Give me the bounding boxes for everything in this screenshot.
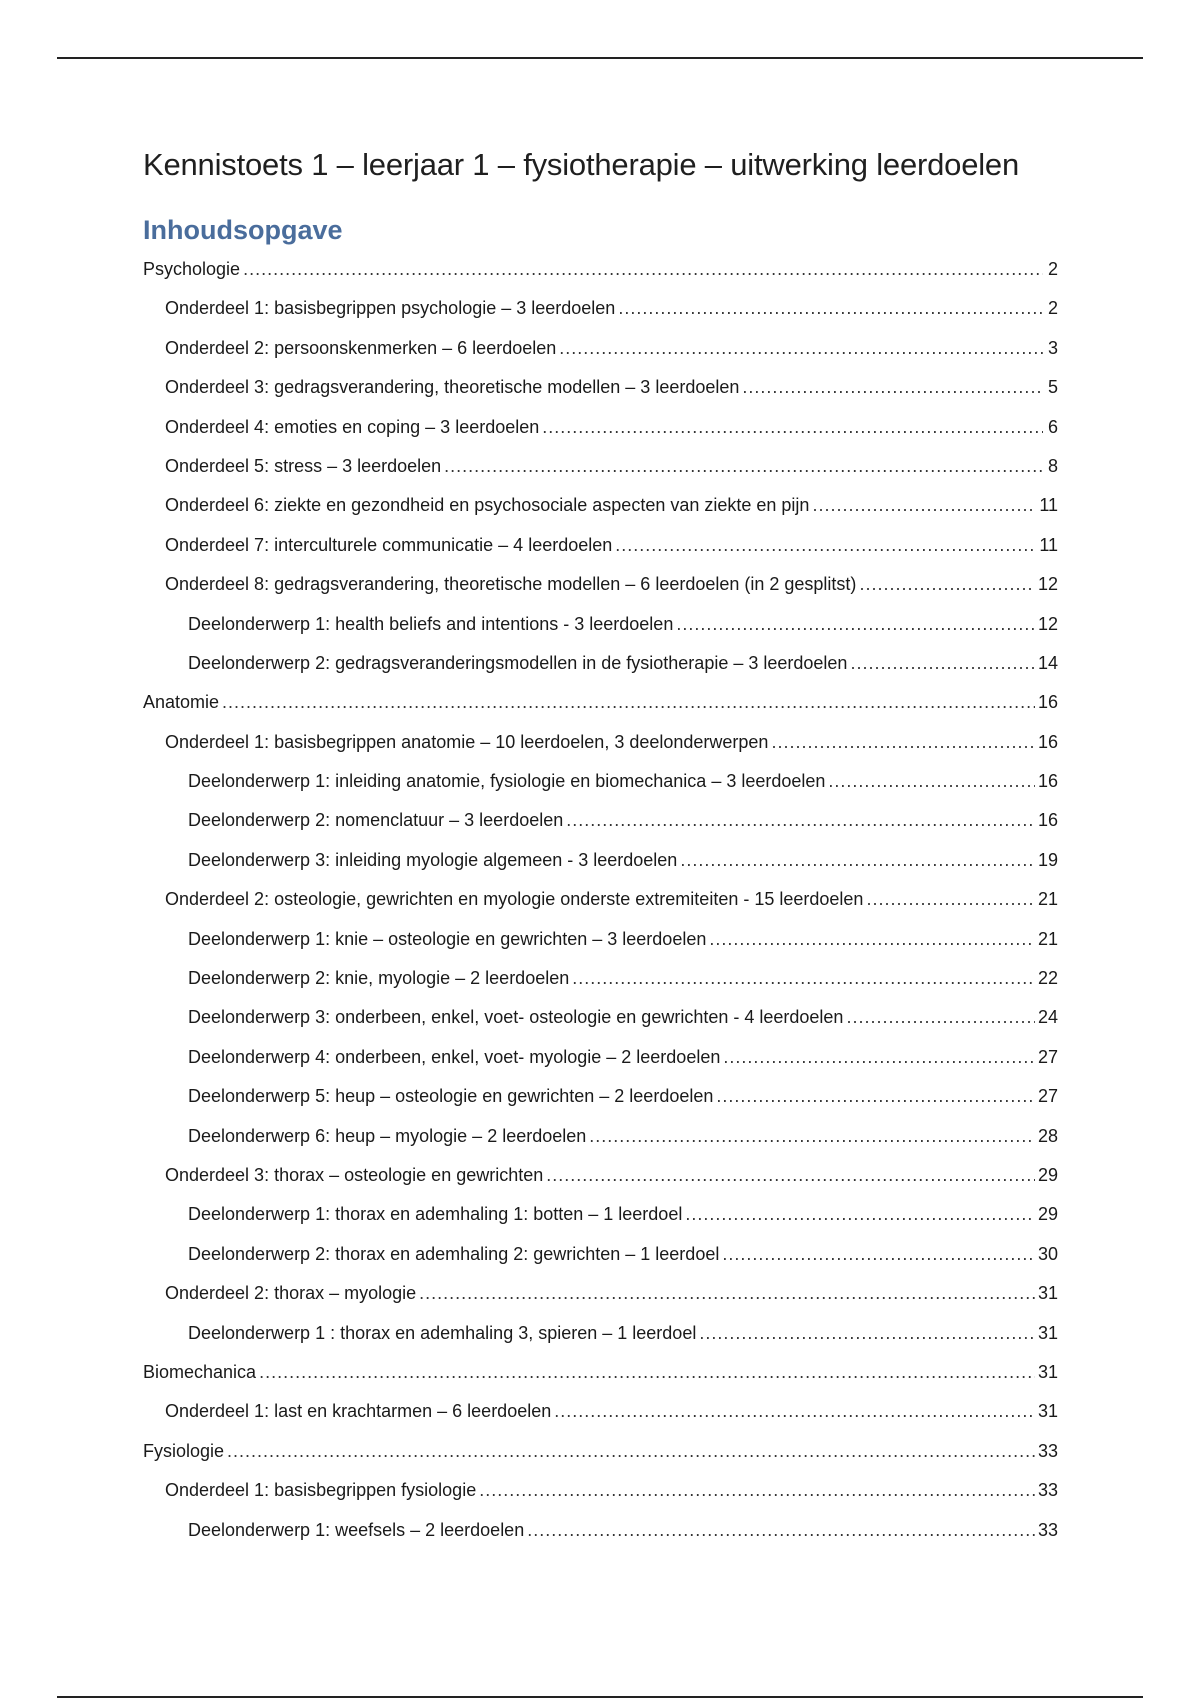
toc-dot-leader: [859, 565, 1035, 604]
toc-entry-text: Anatomie: [143, 692, 220, 713]
toc-dot-leader: [566, 801, 1035, 840]
toc-page-number: 2: [1047, 259, 1058, 279]
toc-entry[interactable]: [143, 565, 1058, 604]
toc-entry-text: Deelonderwerp 2: thorax en ademhaling 2: gewrichten – 1 leerdoel: [188, 1243, 720, 1264]
toc-entry[interactable]: [143, 762, 1058, 801]
toc-dot-leader: [723, 1038, 1035, 1077]
toc-entry[interactable]: [143, 289, 1058, 328]
toc-page-number: 21: [1037, 889, 1058, 910]
toc-page-number: 14: [1037, 652, 1058, 673]
toc-entry-text: Onderdeel 2: persoonskenmerken – 6 leerdoelen: [165, 337, 557, 358]
toc-entry[interactable]: [143, 329, 1058, 368]
toc-entry-text: Deelonderwerp 1: thorax en ademhaling 1: botten – 1 leerdoel: [188, 1204, 683, 1225]
toc-entry-text: Deelonderwerp 1: knie – osteologie en gewrichten – 3 leerdoelen: [188, 928, 707, 949]
toc-entry-text: Psychologie: [143, 259, 241, 279]
toc-heading: Inhoudsopgave: [143, 215, 343, 245]
toc-entry-text: Deelonderwerp 6: heup – myologie – 2 leerdoelen: [188, 1125, 587, 1146]
toc-entry-text: Onderdeel 6: ziekte en gezondheid en psychosociale aspecten van ziekte en pijn: [165, 495, 810, 516]
toc-page-number: 29: [1037, 1204, 1058, 1225]
toc-dot-leader: [812, 486, 1036, 525]
toc-dot-leader: [243, 250, 1043, 289]
toc-entry-text: Onderdeel 1: basisbegrippen psychologie – 3 leerdoelen: [165, 298, 616, 319]
toc-dot-leader: [685, 1195, 1035, 1234]
toc-entry[interactable]: [143, 959, 1058, 998]
toc-entry-text: Onderdeel 1: basisbegrippen fysiologie: [165, 1480, 477, 1501]
toc-entry[interactable]: [143, 1038, 1058, 1077]
toc-entry-text: Onderdeel 2: osteologie, gewrichten en myologie onderste extremiteiten - 15 leerdoelen: [165, 889, 864, 910]
toc-entry-text: Biomechanica: [143, 1361, 257, 1382]
toc-entry[interactable]: [143, 1274, 1058, 1313]
toc-dot-leader: [546, 1156, 1035, 1195]
toc-page-number: 11: [1039, 495, 1058, 516]
toc-page-number: 2: [1047, 298, 1058, 319]
toc-entry[interactable]: [143, 644, 1058, 683]
toc-dot-leader: [722, 1235, 1035, 1274]
toc-dot-leader: [699, 1314, 1035, 1353]
toc-entry[interactable]: [143, 605, 1058, 644]
toc-entry[interactable]: [143, 1511, 1058, 1550]
table-of-contents: [143, 250, 1058, 1550]
toc-dot-leader: [850, 644, 1035, 683]
toc-page-number: 24: [1037, 1007, 1058, 1028]
toc-dot-leader: [227, 1432, 1035, 1471]
toc-dot-leader: [444, 447, 1043, 486]
toc-entry-text: Onderdeel 1: last en krachtarmen – 6 leerdoelen: [165, 1401, 552, 1422]
toc-entry[interactable]: [143, 1314, 1058, 1353]
toc-entry-text: Fysiologie: [143, 1440, 225, 1461]
toc-entry-text: Onderdeel 4: emoties en coping – 3 leerdoelen: [165, 416, 540, 437]
toc-entry-text: Onderdeel 3: thorax – osteologie en gewrichten: [165, 1164, 544, 1185]
toc-dot-leader: [615, 526, 1036, 565]
toc-page-number: 5: [1047, 377, 1058, 398]
toc-entry-text: Onderdeel 1: basisbegrippen anatomie – 10 leerdoelen, 3 deelonderwerpen: [165, 731, 769, 752]
toc-entry-text: Deelonderwerp 1: health beliefs and intentions - 3 leerdoelen: [188, 613, 674, 634]
toc-entry[interactable]: [143, 250, 1058, 289]
toc-page-number: 33: [1037, 1480, 1058, 1501]
toc-entry-text: Deelonderwerp 2: gedragsveranderingsmodellen in de fysiotherapie – 3 leerdoelen: [188, 652, 848, 673]
toc-page-number: 33: [1037, 1519, 1058, 1540]
toc-page-number: 11: [1039, 534, 1058, 555]
toc-dot-leader: [419, 1274, 1035, 1313]
toc-page-number: 29: [1037, 1164, 1058, 1185]
toc-page-number: 27: [1037, 1086, 1058, 1107]
toc-entry-text: Deelonderwerp 3: inleiding myologie algemeen - 3 leerdoelen: [188, 849, 678, 870]
toc-dot-leader: [559, 329, 1043, 368]
header-rule: [57, 57, 1143, 59]
toc-entry-text: Deelonderwerp 4: onderbeen, enkel, voet- myologie – 2 leerdoelen: [188, 1046, 721, 1067]
toc-entry[interactable]: [143, 723, 1058, 762]
toc-dot-leader: [554, 1392, 1035, 1431]
toc-entry[interactable]: [143, 998, 1058, 1037]
toc-dot-leader: [680, 841, 1035, 880]
toc-entry-text: Deelonderwerp 1: weefsels – 2 leerdoelen: [188, 1519, 525, 1540]
toc-entry[interactable]: [143, 1471, 1058, 1510]
toc-entry-text: Deelonderwerp 3: onderbeen, enkel, voet- osteologie en gewrichten - 4 leerdoelen: [188, 1007, 844, 1028]
toc-page-number: 31: [1037, 1283, 1058, 1304]
toc-entry[interactable]: [143, 683, 1058, 722]
toc-dot-leader: [676, 605, 1035, 644]
page-content: [143, 140, 1058, 1550]
toc-dot-leader: [222, 683, 1035, 722]
toc-page-number: 19: [1037, 849, 1058, 870]
document-title: Kennistoets 1 – leerjaar 1 – fysiotherapie – uitwerking leerdoelen: [143, 147, 1020, 182]
toc-entry-text: Deelonderwerp 2: knie, myologie – 2 leerdoelen: [188, 968, 570, 989]
toc-entry[interactable]: [143, 1235, 1058, 1274]
toc-entry[interactable]: [143, 526, 1058, 565]
toc-dot-leader: [542, 408, 1043, 447]
toc-entry[interactable]: [143, 408, 1058, 447]
toc-dot-leader: [527, 1511, 1035, 1550]
footer-rule: [57, 1696, 1143, 1698]
toc-dot-leader: [709, 920, 1035, 959]
toc-dot-leader: [259, 1353, 1035, 1392]
toc-dot-leader: [866, 880, 1035, 919]
toc-entry[interactable]: [143, 1195, 1058, 1234]
toc-page-number: 31: [1037, 1401, 1058, 1422]
toc-page-number: 12: [1037, 613, 1058, 634]
toc-page-number: 3: [1047, 337, 1058, 358]
toc-page-number: 8: [1047, 455, 1058, 476]
toc-dot-leader: [479, 1471, 1035, 1510]
toc-entry[interactable]: [143, 1156, 1058, 1195]
toc-dot-leader: [716, 1077, 1035, 1116]
toc-entry[interactable]: [143, 1353, 1058, 1392]
toc-page-number: 21: [1037, 928, 1058, 949]
toc-page-number: 22: [1037, 968, 1058, 989]
toc-dot-leader: [828, 762, 1035, 801]
toc-entry[interactable]: [143, 486, 1058, 525]
toc-dot-leader: [589, 1117, 1035, 1156]
toc-entry[interactable]: [143, 447, 1058, 486]
toc-dot-leader: [771, 723, 1035, 762]
toc-entry[interactable]: [143, 1392, 1058, 1431]
toc-entry[interactable]: [143, 920, 1058, 959]
toc-dot-leader: [572, 959, 1035, 998]
toc-entry-text: Deelonderwerp 1 : thorax en ademhaling 3, spieren – 1 leerdoel: [188, 1322, 697, 1343]
toc-entry-text: Deelonderwerp 1: inleiding anatomie, fysiologie en biomechanica – 3 leerdoelen: [188, 771, 826, 792]
toc-page-number: 28: [1037, 1125, 1058, 1146]
toc-entry-text: Onderdeel 8: gedragsverandering, theoretische modellen – 6 leerdoelen (in 2 gesplitst): [165, 574, 857, 595]
toc-entry-text: Deelonderwerp 5: heup – osteologie en gewrichten – 2 leerdoelen: [188, 1086, 714, 1107]
toc-page-number: 31: [1037, 1322, 1058, 1343]
toc-page-number: 12: [1037, 574, 1058, 595]
toc-entry-text: Onderdeel 7: interculturele communicatie – 4 leerdoelen: [165, 534, 613, 555]
toc-page-number: 16: [1037, 810, 1058, 831]
toc-page-number: 33: [1037, 1440, 1058, 1461]
toc-entry[interactable]: [143, 1077, 1058, 1116]
toc-page-number: 27: [1037, 1046, 1058, 1067]
toc-entry-text: Deelonderwerp 2: nomenclatuur – 3 leerdoelen: [188, 810, 564, 831]
toc-page-number: 16: [1037, 731, 1058, 752]
toc-dot-leader: [618, 289, 1043, 328]
toc-entry-text: Onderdeel 2: thorax – myologie: [165, 1283, 417, 1304]
toc-entry[interactable]: [143, 1117, 1058, 1156]
toc-dot-leader: [846, 998, 1035, 1037]
toc-entry-text: Onderdeel 5: stress – 3 leerdoelen: [165, 455, 442, 476]
toc-page-number: 16: [1037, 692, 1058, 713]
toc-dot-leader: [742, 368, 1043, 407]
toc-entry[interactable]: [143, 368, 1058, 407]
toc-page-number: 30: [1037, 1243, 1058, 1264]
toc-entry[interactable]: [143, 880, 1058, 919]
toc-page-number: 31: [1037, 1361, 1058, 1382]
toc-entry-text: Onderdeel 3: gedragsverandering, theoretische modellen – 3 leerdoelen: [165, 377, 740, 398]
toc-entry[interactable]: [143, 1432, 1058, 1471]
toc-entry[interactable]: [143, 801, 1058, 840]
toc-page-number: 16: [1037, 771, 1058, 792]
toc-entry[interactable]: [143, 841, 1058, 880]
toc-page-number: 6: [1047, 416, 1058, 437]
